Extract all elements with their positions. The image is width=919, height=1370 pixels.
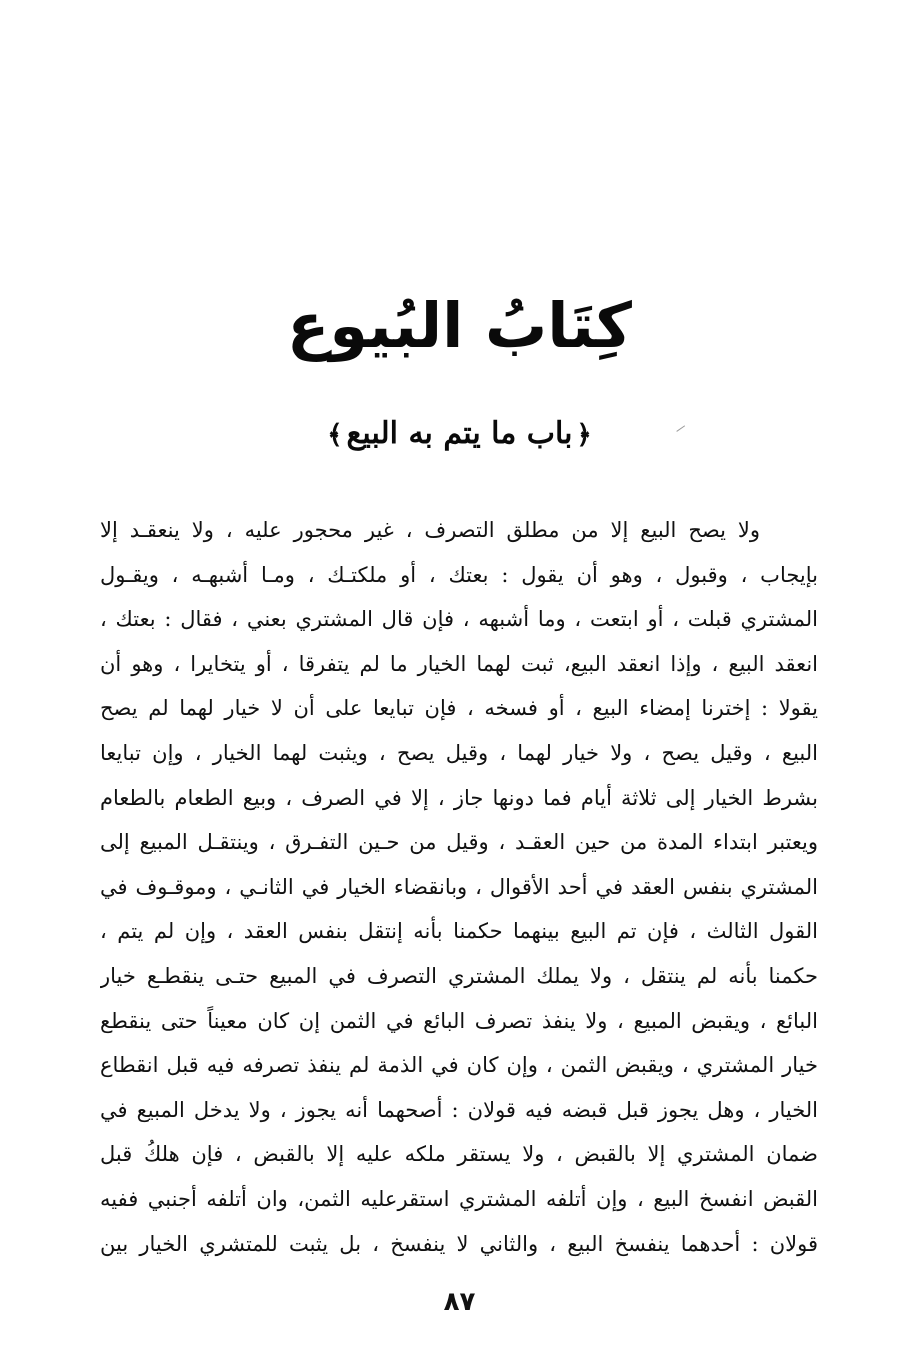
text-line: يقولا : إخترنا إمضاء البيع ، أو فسخه ، فإن تبايعا على أن لا خيار لهما لم يصح — [100, 696, 818, 721]
text-line: خيار المشتري ، ويقبض الثمن ، وإن كان في الذمة لم ينفذ تصرفه فيه قبل انقطاع — [100, 1053, 818, 1078]
body-text — [100, 508, 818, 1266]
page-number: ٨٧ — [443, 1287, 476, 1317]
ornament-bracket-close: ﴾ — [327, 420, 343, 450]
text-line: بإيجاب ، وقبول ، وهو أن يقول : بعتك ، أو ملكتـك ، ومـا أشبهـه ، ويقـول — [100, 562, 818, 587]
chapter-heading — [0, 404, 919, 465]
text-line: القبض انفسخ البيع ، وإن أتلفه المشتري استقرعليه الثمن، وان أتلفه أجنبي ففيه — [100, 1186, 818, 1211]
text-line: المشتري بنفس العقد في أحد الأقوال ، وبانقضاء الخيار في الثانـي ، وموقـوف في — [100, 874, 818, 899]
text-line: حكمنا بأنه لم ينتقل ، ولا يملك المشتري التصرف في المبيع حتـى ينقطـع خيار — [100, 963, 818, 988]
text-line: انعقد البيع ، وإذا انعقد البيع، ثبت لهما الخيار ما لم يتفرقا ، أو يتخايرا ، وهو أن — [100, 651, 818, 676]
text-line: المشتري قبلت ، أو ابتعت ، وما أشبهه ، فإن قال المشتري بعني ، فقال : بعتك ، — [100, 607, 818, 632]
text-line: البيع ، وقيل يصح ، ولا خيار لهما ، وقيل يصح ، ويثبت لهما الخيار ، وإن تبايعا — [100, 740, 818, 765]
book-title: كِتَابُ البُيوع — [287, 289, 632, 362]
text-line: ويعتبر ابتداء المدة من حين العقـد ، وقيل من حـين التفـرق ، وينتقـل المبيع إلى — [100, 830, 818, 855]
text-line: ولا يصح البيع إلا من مطلق التصرف ، غير محجور عليه ، ولا ينعقـد إلا — [100, 518, 760, 542]
text-line: الخيار ، وهل يجوز قبل قبضه فيه قولان : أصحهما أنه يجوز ، ولا يدخل المبيع في — [100, 1097, 818, 1122]
chapter-title: باب ما يتم به البيع — [346, 416, 573, 451]
text-line: قولان : أحدهما ينفسخ البيع ، والثاني لا ينفسخ ، بل يثبت للمتشري الخيار بين — [100, 1231, 818, 1256]
text-line: ضمان المشتري إلا بالقبض ، ولا يستقر ملكه عليه إلا بالقبض ، فإن هلكُ قبل — [100, 1142, 818, 1167]
text-line: القول الثالث ، فإن تم البيع بينهما حكمنا بأنه إنتقل بنفس العقد ، وإن لم يتم ، — [100, 919, 818, 944]
text-line: البائع ، ويقبض المبيع ، ولا ينفذ تصرف البائع في الثمن إن كان معيناً حتى ينقطع — [100, 1008, 818, 1033]
ornament-bracket-open: ﴿ — [576, 420, 592, 450]
text-line: بشرط الخيار إلى ثلاثة أيام فما دونها جاز ، إلا في الصرف ، وبيع الطعام بالطعام — [100, 785, 818, 810]
